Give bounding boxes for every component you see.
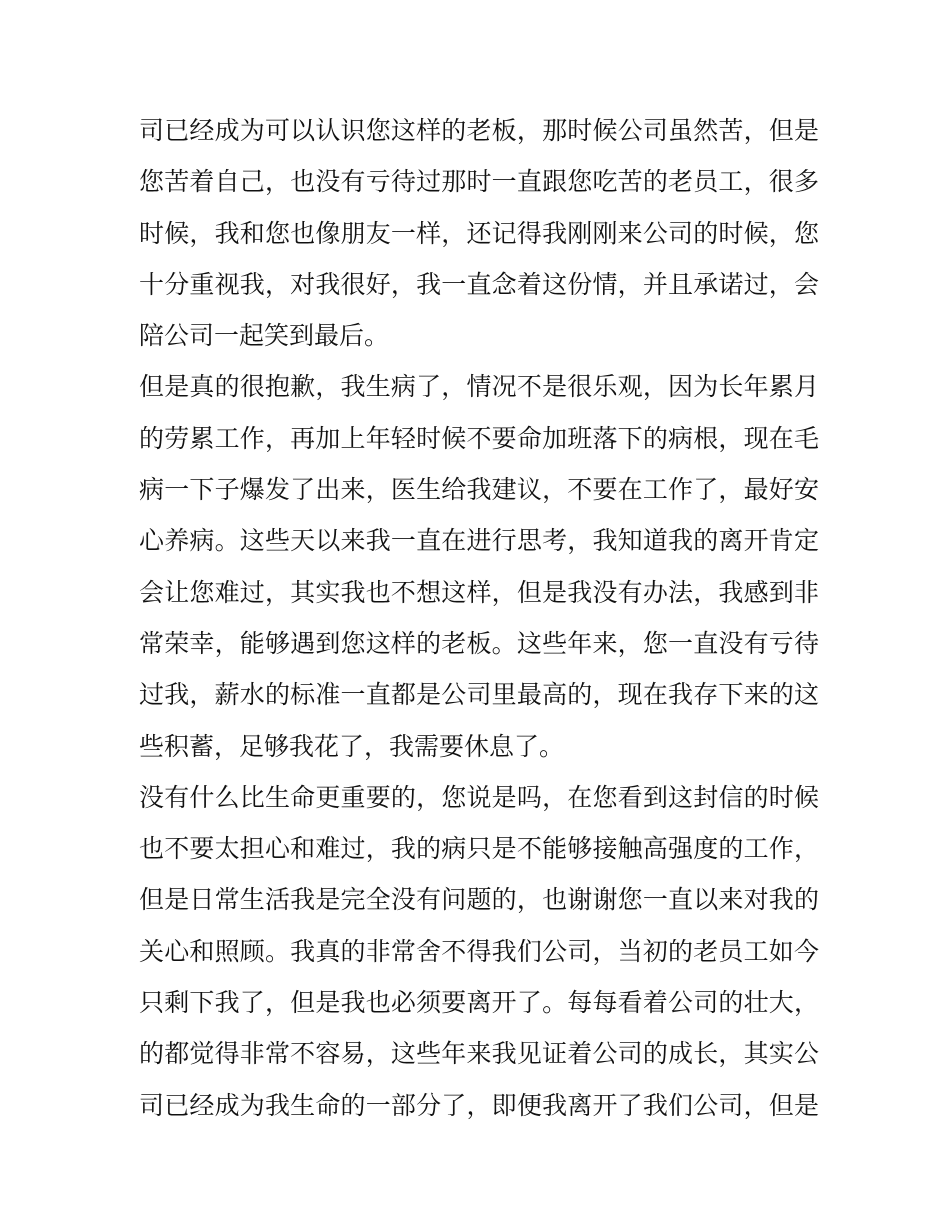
text-line: 时候，我和您也像朋友一样，还记得我刚刚来公司的时候，您 [139, 218, 819, 248]
text-line: 些积蓄，足够我花了，我需要休息了。 [139, 731, 565, 761]
text-line: 关心和照顾。我真的非常舍不得我们公司，当初的老员工如今 [139, 936, 819, 966]
text-line: 司已经成为可以认识您这样的老板，那时候公司虽然苦，但是 [139, 116, 819, 145]
text-line: 的劳累工作，再加上年轻时候不要命加班落下的病根，现在毛 [139, 423, 819, 453]
text-line: 病一下子爆发了出来，医生给我建议，不要在工作了，最好安 [139, 475, 819, 505]
text-line: 十分重视我，对我很好，我一直念着这份情，并且承诺过，会 [139, 269, 819, 299]
text-line: 司已经成为我生命的一部分了，即便我离开了我们公司，但是 [139, 1090, 819, 1120]
text-line: 也不要太担心和难过，我的病只是不能够接触高强度的工作， [139, 834, 819, 864]
text-line: 常荣幸，能够遇到您这样的老板。这些年来，您一直没有亏待 [139, 628, 819, 658]
text-line: 但是日常生活我是完全没有问题的，也谢谢您一直以来对我的 [139, 885, 819, 915]
text-line: 陪公司一起笑到最后。 [139, 321, 390, 351]
text-line: 过我，薪水的标准一直都是公司里最高的，现在我存下来的这 [139, 680, 819, 710]
text-line: 只剩下我了，但是我也必须要离开了。每每看着公司的壮大， [139, 988, 819, 1018]
body-text [139, 105, 819, 1131]
text-line: 心养病。这些天以来我一直在进行思考，我知道我的离开肯定 [139, 526, 819, 556]
text-line: 您苦着自己，也没有亏待过那时一直跟您吃苦的老员工，很多 [139, 167, 819, 197]
text-line: 但是真的很抱歉，我生病了，情况不是很乐观，因为长年累月 [139, 372, 819, 402]
text-line: 没有什么比生命更重要的，您说是吗，在您看到这封信的时候 [139, 782, 819, 812]
text-line: 会让您难过，其实我也不想这样，但是我没有办法，我感到非 [139, 577, 819, 607]
text-line: 的都觉得非常不容易，这些年来我见证着公司的成长，其实公 [139, 1039, 819, 1069]
